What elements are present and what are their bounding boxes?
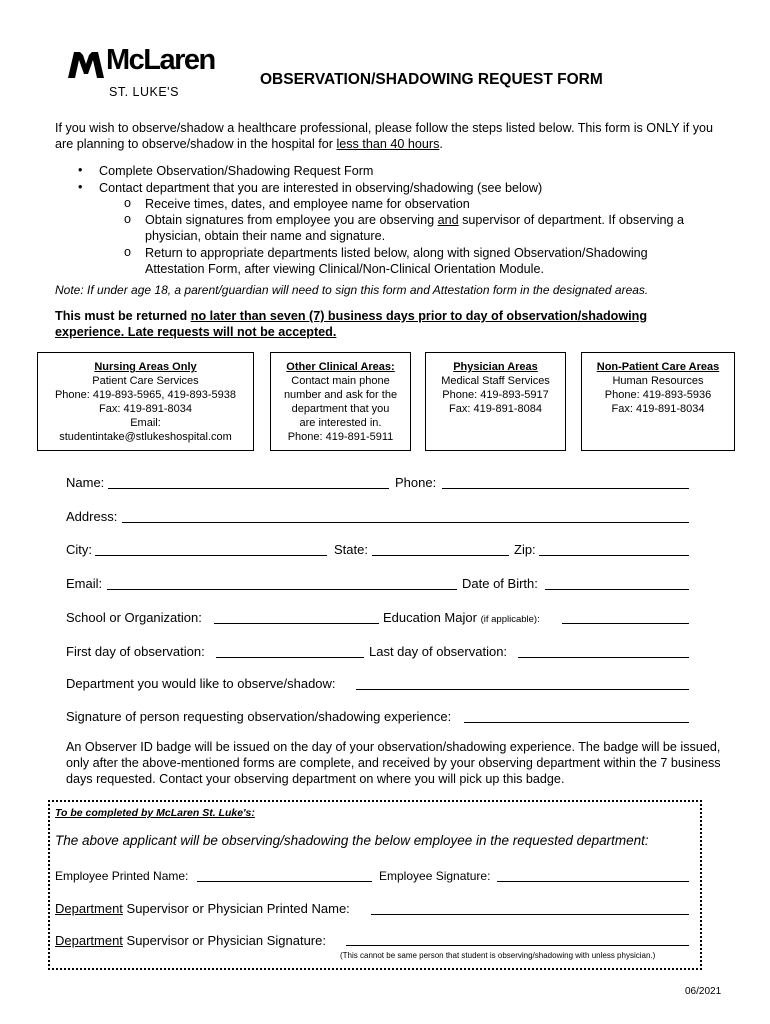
- contact-line: Medical Staff Services: [441, 375, 550, 387]
- contact-line: Fax: 419-891-8034: [99, 403, 192, 415]
- employee-signature-field[interactable]: [497, 881, 689, 882]
- signature-label: Signature of person requesting observation/shadowing experience:: [66, 709, 452, 724]
- contact-line: Human Resources: [612, 375, 704, 387]
- sub-bullet: o: [124, 196, 132, 210]
- zip-field[interactable]: [539, 555, 689, 556]
- state-field[interactable]: [372, 555, 509, 556]
- city-field[interactable]: [95, 555, 327, 556]
- state-label: State:: [334, 542, 368, 557]
- sub-bullet: o: [124, 212, 132, 226]
- department-field[interactable]: [356, 689, 689, 690]
- school-field[interactable]: [214, 623, 379, 624]
- supervisor-name-field[interactable]: [371, 914, 689, 915]
- substep-1: Receive times, dates, and employee name for observation: [145, 197, 470, 211]
- supervisor-signature-label: Department Supervisor or Physician Signature:: [55, 933, 326, 948]
- phone-label: Phone:: [395, 475, 437, 490]
- step-2: Contact department that you are interested in observing/shadowing (see below): [99, 181, 543, 195]
- contact-heading: Non-Patient Care Areas: [596, 361, 720, 373]
- email-label: Email:: [66, 576, 103, 591]
- substep-2: Obtain signatures from employee you are observing and supervisor of department. If observing a physician, obtain their name and signature.: [145, 213, 685, 243]
- contact-box-nursing: [37, 352, 254, 451]
- supervisor-signature-field[interactable]: [346, 945, 689, 946]
- supervisor-name-label: Department Supervisor or Physician Printed Name:: [55, 901, 350, 916]
- contact-box-non-patient: [581, 352, 735, 451]
- contact-line: Patient Care Services: [92, 375, 199, 387]
- contact-line: Email:: [130, 417, 161, 429]
- mclaren-logo: [66, 44, 226, 100]
- staff-section-heading: To be completed by McLaren St. Luke's:: [55, 807, 255, 819]
- contact-line: Fax: 419-891-8084: [449, 403, 542, 415]
- intro-paragraph: If you wish to observe/shadow a healthcare professional, please follow the steps listed below. This form is ONLY if you are planning to observe/shadow in the hospital for less than 40 hours.: [55, 121, 714, 151]
- contact-line: number and ask for the: [283, 389, 398, 401]
- contact-line: Phone: 419-891-5911: [287, 431, 394, 443]
- email-field[interactable]: [107, 589, 457, 590]
- contact-email[interactable]: studentintake@stlukeshospital.com: [59, 431, 232, 443]
- first-day-label: First day of observation:: [66, 644, 205, 659]
- first-day-field[interactable]: [216, 657, 364, 658]
- city-label: City:: [66, 542, 92, 557]
- dob-field[interactable]: [545, 589, 689, 590]
- contact-heading: Other Clinical Areas:: [286, 361, 395, 373]
- badge-paragraph: An Observer ID badge will be issued on the day of your observation/shadowing experience. The badge will be issued, only after the above-mentioned forms are complete, and received by your observing department within the 7 business days requested. Contact your observing department on where you will pick up this badge.: [66, 740, 721, 786]
- phone-field[interactable]: [442, 488, 689, 489]
- contact-line: Contact main phone: [291, 375, 390, 387]
- employee-name-label: Employee Printed Name:: [55, 869, 189, 883]
- contact-heading: Physician Areas: [453, 361, 538, 373]
- employee-name-field[interactable]: [197, 881, 372, 882]
- substep-3: Return to appropriate departments listed below, along with signed Observation/Shadowing Attestation Form, after viewing Clinical/Non-Clinical Orientation Module.: [145, 246, 648, 276]
- last-day-label: Last day of observation:: [369, 644, 508, 659]
- supervisor-note: (This cannot be same person that student is observing/shadowing with unless physician.): [340, 951, 656, 960]
- age-note: Note: If under age 18, a parent/guardian will need to sign this form and Attestation form in the designated areas.: [55, 283, 649, 297]
- department-label: Department you would like to observe/shadow:: [66, 676, 336, 691]
- step-1: Complete Observation/Shadowing Request Form: [99, 164, 374, 178]
- contact-line: Phone: 419-893-5936: [604, 389, 712, 401]
- logo-wordmark: McLaren: [106, 44, 215, 76]
- signature-field[interactable]: [464, 722, 689, 723]
- major-label: Education Major (if applicable):: [383, 610, 540, 625]
- employee-signature-label: Employee Signature:: [379, 869, 491, 883]
- address-label: Address:: [66, 509, 118, 524]
- sub-bullet: o: [124, 245, 132, 259]
- logo-subtitle: ST. LUKE'S: [109, 85, 179, 99]
- bullet-dot: •: [78, 180, 83, 194]
- contact-box-physician: [425, 352, 566, 451]
- address-field[interactable]: [122, 522, 689, 523]
- contact-line: are interested in.: [299, 417, 382, 429]
- bullet-dot: •: [78, 163, 83, 177]
- last-day-field[interactable]: [518, 657, 689, 658]
- form-title: OBSERVATION/SHADOWING REQUEST FORM: [260, 71, 603, 88]
- contact-heading: Nursing Areas Only: [94, 361, 197, 373]
- major-field[interactable]: [562, 623, 689, 624]
- staff-statement: The above applicant will be observing/shadowing the below employee in the requested department:: [55, 833, 649, 848]
- mclaren-logo-icon: [66, 48, 106, 82]
- revision-date: 06/2021: [685, 986, 722, 997]
- contact-line: Fax: 419-891-8034: [611, 403, 705, 415]
- school-label: School or Organization:: [66, 610, 202, 625]
- deadline-warning: This must be returned no later than seven (7) business days prior to day of observation/shadowing experience. Late requests will not be accepted.: [55, 309, 648, 339]
- contact-line: Phone: 419-893-5965, 419-893-5938: [54, 389, 237, 401]
- dob-label: Date of Birth:: [462, 576, 538, 591]
- contact-line: Phone: 419-893-5917: [442, 389, 549, 401]
- contact-line: department that you: [291, 403, 390, 415]
- contact-box-clinical: [270, 352, 411, 451]
- name-field[interactable]: [108, 488, 389, 489]
- name-label: Name:: [66, 475, 105, 490]
- zip-label: Zip:: [514, 542, 536, 557]
